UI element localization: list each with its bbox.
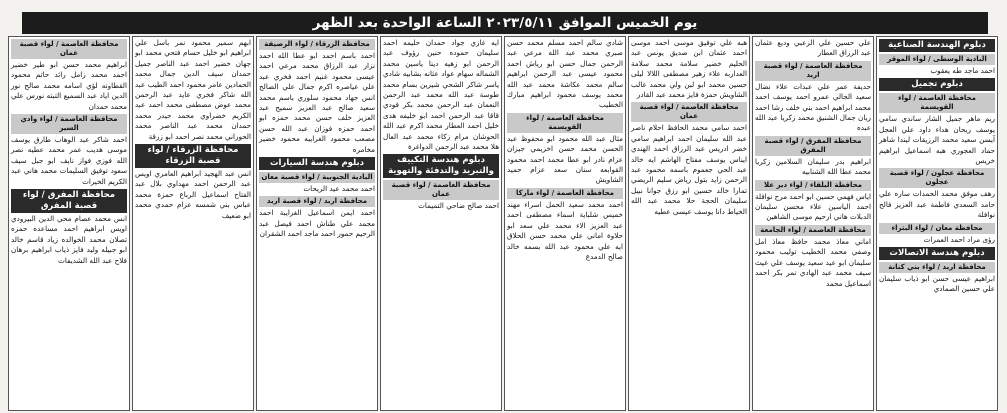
names-list: ايه غازي جواد حمدان حليمه احمد سليمان حموده حنين رؤوف عبد الرحمن ابو زهيه دينا ياسين محمد الشماله سهام عواد عثانه بشابيه شادي ياسر شاكر الشحي شيرين بسام محمد طوسة عبد الله محمد عبد الرحمن النعمان عبد الرحمن محمد بكر فودي قاقا عبد الرحمن احمد ابو خليفه هدى خليل احمد العطار محمد اكرم عبد الله الحوشان مرام زكاء محمد عبد العال هلا محمد عبد الرحمن الدواغرة (383, 38, 499, 152)
program-heading: دبلوم هندسة التكييف والتبريد والتدفئة والتهوية (383, 154, 499, 178)
region-heading: محافظة العاصمة / لواء الجامعة (755, 225, 871, 236)
names-list: ريم ماهر جميل الشار ساندي سامي يوسف ريحان هداء داود علي العجل آيسن سعيد محمد الرزيقات ليندا شاهر حماد العجوري هبه اسماعيل ابراهيم خريس (879, 114, 995, 166)
results-columns (8, 36, 998, 411)
names-list: ابراهيم محمد حسن ابو طير خضير احمد محمد زامل رائد حاتم محمود القطاونه لؤي اسامه محمد صالح نور الدين اياد عبد السميع التبته نورس علي محمد حمدان (11, 60, 127, 111)
results-column (752, 36, 874, 411)
results-column (256, 36, 378, 411)
names-list: انس محمد عصام محي الدين البيرودي اويس ابراهيم احمد مساعده حمزه تصلان محمد الخوالده زياد قاسم خالد ابو جبيله وليد فايز ذياب ابراهيم برهان فلاح عبد الله الشديفات (11, 214, 127, 265)
names-list: احمد ايمن اسماعيل الغرايبة احمد محمد علي طناش احمد فيصل عبد الرحيم حمور احمد ماجد احمد الشقران (259, 208, 375, 239)
names-list: احمد محمد عيد الريحات (303, 184, 375, 194)
names-list: رهف موفق محمد الحمدات ساره علي حامد السعدي فاطمة عبد العزيز فالح نوافلة (879, 189, 995, 220)
names-list: احمد ماجد طه يعقوب (930, 66, 995, 75)
date-banner: يوم الخميس الموافق ٢٠٢٣/٥/١١ الساعة الواحدة بعد الظهر (22, 12, 988, 34)
region-heading: محافظة اربد / لواء بني كنانة (879, 262, 995, 273)
region-heading: البادية الجنوبية / لواء قصبة معان (259, 172, 375, 183)
region-heading: محافظة العاصمة / لواء القويسمة (879, 93, 995, 113)
results-column (504, 36, 626, 411)
program-heading: محافظة المفرق / لواء قصبة المفرق (11, 189, 127, 213)
region-heading: محافظة المفرق / لواء قصبة المفرق (755, 136, 871, 156)
program-heading: دبلوم هندسة الاتصالات (879, 247, 995, 260)
results-column (8, 36, 130, 411)
region-heading: محافظة العاصمة / لواء القويسمة (507, 113, 623, 133)
names-list: احمد صالح ضاحي التميمات (418, 201, 499, 211)
region-heading: محافظة العاصمة / لواء قصبة عمان (631, 102, 747, 122)
program-heading: محافظة الزرقاء / لواء قصبة الزرقاء (135, 144, 251, 168)
names-list: انس عبد الهجيد ابراهيم العامري اويس عبد الرحمن احمد مهداوي بلال عبد الفتاح اسماعيل الرباع حمزة محمد عباس بني شمسه عزام حمدي محمد ابو ضعيف (135, 169, 251, 220)
region-heading: محافظة العاصمة / لواء قصبة عمان (383, 180, 499, 200)
names-list: احمد باسم احمد ابو عطا الله احمد نزار عبد الرزاق محمد مرعي احمد عيسى محمود غنيم احمد فخري عبد علي عياصره اكرم جمال علي الصالح انس جهاد محمود سلوري باسم محمد سعيد صالح عبد العزيز سميح عبد العزيز خلف حسن محمد حمزه ابو احمد حمزه فوزان عبد الله حسن مصعب محمود الغرايبه محمود خضير مخامره (259, 51, 375, 154)
names-list: اياس فهمي حسين ابو احمد مرح نوافلة احمد الياسين علاء محسن سليمان الدبلات هاني ارحيم موسى الشاهين (755, 191, 871, 222)
names-list: شادي سالم احمد مسلم محمد حسن صبري محمد عبد الله مرعي عبد الرحمن جمال حسن ابو رياش احمد محمود عيسى عبد الرحمن ابراهيم سالم محمد عكاشة محمد عبد الله محمد يوسف محمود ابراهيم مبارك الخطيب (507, 38, 623, 110)
region-heading: البادية الوسطى / لواء الموقر (879, 54, 995, 65)
region-heading: محافظة العاصمة / لواء وادي السير (11, 114, 127, 134)
region-heading: محافظة الزرقاء / لواء الرصيفة (259, 39, 375, 50)
names-list: هبه علي توفيق موسى احمد موسى احمد عثمان ابن صديق يونس عبد الحليم خضير سلامة محمد سلامة العداربه علاء زهير مصطفى اللالا ليلى حسين محمد ابو لبن ولي محمد غالب الشاويش حمزة فايز محمد عبد القادر (631, 38, 747, 100)
results-column (628, 36, 750, 411)
names-list: رؤى مراد احمد العمرات (923, 234, 995, 244)
program-heading: دبلوم الهندسة الصناعية (879, 39, 995, 52)
names-list: مثال عبد الله محمود ابو محفوظ عبد الحسن محمد حسن اخزيمي جيزان عزام نادر ابو عطا محمد احمد محمود القوابعه سنان سعد عزام حميد الشاويش (507, 133, 623, 185)
names-list: ابهم سمير محمود نمر باسل علي ابراهيم ابو خليل حسام فتحي محمد ابو جهان خضير احمد عبد الناصر جميل حمدان سيف الدين جمال محمد الحمادين عامر محمود احمد الطيب عبد الله شاكر فخري عايد عبد الرحمن محمد عوض مصطفى محمد احمد عبد الكريم خضراوي محمد حيدر محمد حمدان محمد عبد الناصر محمد الحوراني محمد نصر احمد ابو زرقة (135, 38, 251, 141)
names-list: ابراهيم عيسى حسن ابو ذياب سليمان علي حسين الصمادي (879, 274, 995, 294)
results-column (380, 36, 502, 411)
results-column (132, 36, 254, 411)
program-heading: دبلوم هندسة السيارات (259, 157, 375, 170)
region-heading: محافظة العاصمة / لواء ماركا (507, 188, 623, 199)
names-list: ابراهيم بدر سليمان السلامين زكريا محمد عطا الله الشنابيه (755, 156, 871, 177)
names-list: احمد محمد سعيد الحمل اسراء مهند خميس شلباية اسماء مصطفى احمد عبد العزيز الاء محمد علي سعد ابو حلاوة اماني علي محمد حسن الحلاق ايه علي محمود عبد الله بسمه خالد صالح الدمدع (507, 199, 623, 261)
region-heading: محافظة معان / لواء البتراء (879, 223, 995, 234)
region-heading: محافظة العاصمة / لواء قصبة اربد (755, 61, 871, 81)
results-column (876, 36, 998, 411)
names-list: احمد سامي محمد الحافظ احلام ناصر عبد الله سليمان احمد ابراهيم سامي خضر ادريس عبد الرزاق احمد الهندي ايناس يوسف مفتاح الهاشم ايه خالد عبد الحي جعموم باسمه محمود عبد الرحمن زايد بتول رياض سليم الريضي تمارا خالد حسين ابو رزق جوانا نبيل سليمان الحجة حلا محمد عبد الله الخياط دانا يوسف عيسى عطيه (631, 123, 747, 216)
region-heading: محافظة البلقاء / لواء دير علا (755, 180, 871, 191)
region-heading: محافظة اربد / لواء قصبة اربد (259, 196, 375, 207)
names-list: احمد شاكر عبد الوهاب طارق يوسف موسى هديب عمر محمد عطيه نصر الله فوزي فواز نايف ابو جبل سيف سعود توفيق السليمات محمد هاني عبد الكريم الخيرات (11, 135, 127, 186)
region-heading: محافظة العاصمة / لواء قصبة عمان (11, 39, 127, 59)
names-list: حديفة عمر علي عبدات علاء نضال سعيد الجالي عمرو احمد يوسف احمد محمد ابراهيم احمد بني خلف رشا احمد ريان جمال الشنيق محمد زكريا عبد الله عبده (755, 81, 871, 133)
names-list: اماني معاذ محمد حافظ معاذ امل وصفي محمد الخطيب توليب محمود سليمان ابو عيد سعيد يوسف علي غيث سيف محمد عبد الهادي نمر بكر احمد اسماعيل محمد (755, 236, 871, 288)
region-heading: محافظة عجلون / لواء قصبة عجلون (879, 168, 995, 188)
names-list: علي حسين علي الزعبي ودبع عثمان عبد الرزاق العطار (755, 38, 871, 58)
program-heading: دبلوم تجميل (879, 78, 995, 91)
